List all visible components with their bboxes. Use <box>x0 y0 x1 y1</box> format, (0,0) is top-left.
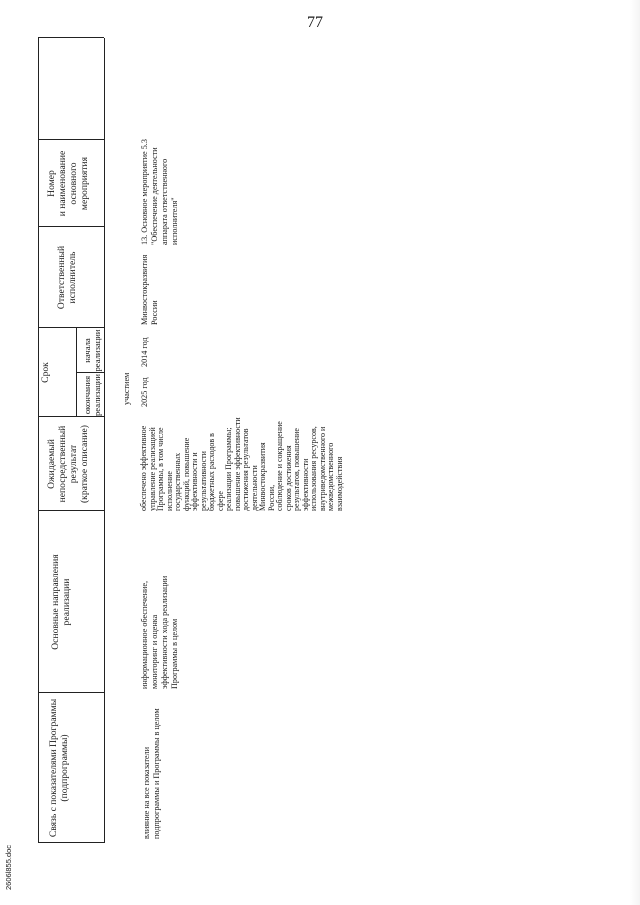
cell-number-name: 13. Основное мероприятие 5.3 "Обеспечение деятельности аппарата ответственного исполнителя" <box>140 139 179 245</box>
cell-link: влияние на все показатели подпрограммы и Программы в целом <box>142 708 161 839</box>
cell-continuation: участием <box>122 372 131 405</box>
col-divider-7 <box>38 37 104 38</box>
cell-expected-result: обеспечено эффективное управление реализацией Программы, в том числе исполнение государственных функций, повышение эффективности и результативности бюджетных расходов в сфере реализации Программы; повышение эффективности достижения результатов деятельности Минвостокразвития России, соблюдение и сокращение сроков достижения результатов, повышение эффективности использования ресурсов, внутриведомственного и межведомственного взаимодействия <box>139 417 344 511</box>
header-term: Срок <box>40 362 51 383</box>
page-number: 77 <box>307 14 323 31</box>
cell-term-end: 2025 год <box>140 377 149 407</box>
header-term-start: начала реализации <box>82 329 102 372</box>
header-link: Связь с показателями Программы (подпрограммы) <box>48 698 70 838</box>
cell-main-directions: информационное обеспечение, мониторинг и оценка эффективности хода реализации Программы в целом <box>140 575 179 689</box>
document-filename: 2606l855.doc <box>4 844 13 890</box>
cell-responsible: Минвостокразвития России <box>140 254 159 325</box>
header-number-name: Номер и наименование основного мероприятия <box>46 150 90 217</box>
header-responsible: Ответственный исполнитель <box>56 245 78 310</box>
header-bottom-border <box>104 38 105 843</box>
cell-term-start: 2014 год <box>140 337 149 367</box>
header-term-end: окончания реализации <box>82 374 102 416</box>
header-expected-result: Ожидаемый непосредственный результат (краткое описание) <box>46 424 90 504</box>
header-main-directions: Основные направления реализации <box>50 554 72 650</box>
table-top-border <box>38 38 39 843</box>
